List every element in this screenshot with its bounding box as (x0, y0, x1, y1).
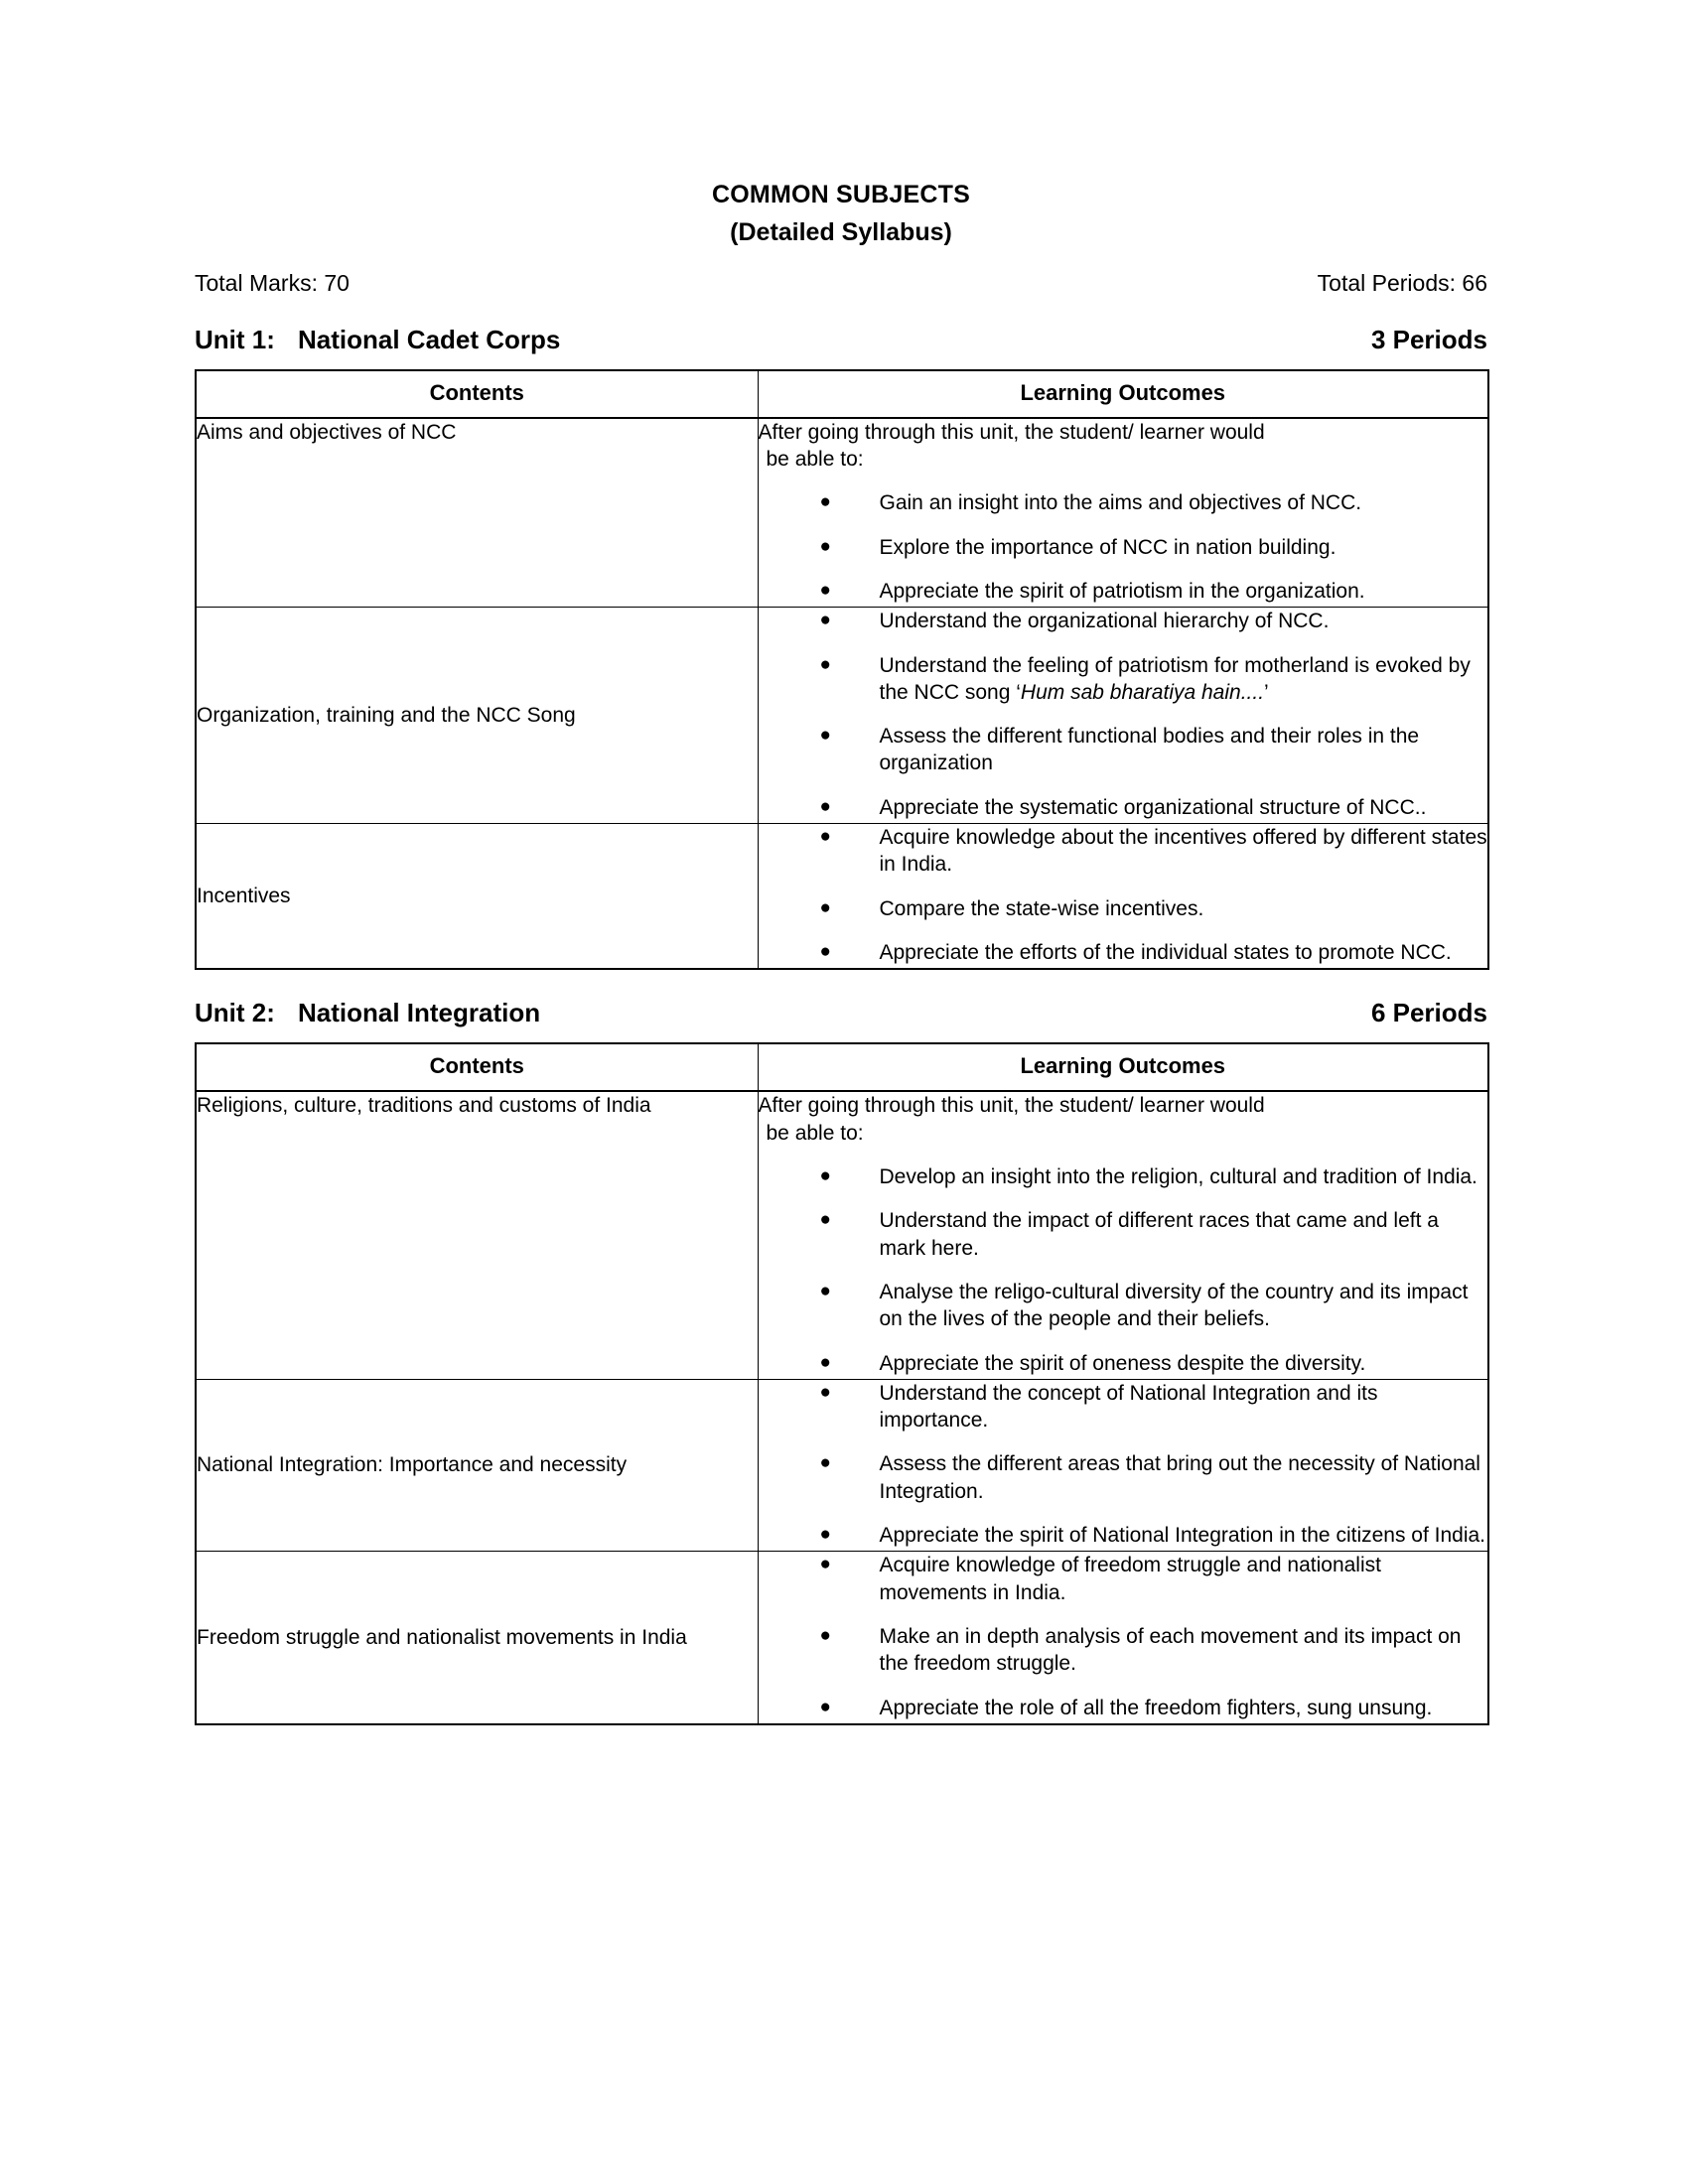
outcome-text: Make an in depth analysis of each movement and its impact on the freedom struggle. (879, 1624, 1462, 1676)
syllabus-table (195, 369, 1489, 971)
title-block (195, 179, 1487, 250)
lead-in-line-1: After going through this unit, the student/ learner would (758, 420, 1265, 444)
bullet-icon: ● (819, 826, 831, 848)
document-subtitle: (Detailed Syllabus) (730, 217, 952, 246)
outcome-text: Develop an insight into the religion, cultural and tradition of India. (879, 1165, 1477, 1189)
table-row (196, 608, 1488, 824)
outcome-item (759, 1522, 1488, 1549)
bullet-icon: ● (819, 1351, 831, 1373)
outcome-item (759, 1695, 1488, 1721)
unit-heading (195, 998, 1487, 1028)
document-body (195, 179, 1487, 1725)
outcome-text: Acquire knowledge of freedom struggle and nationalist movements in India. (879, 1554, 1381, 1604)
outcome-text: Explore the importance of NCC in nation building. (879, 535, 1336, 559)
outcome-item (759, 652, 1488, 707)
outcome-item (759, 1623, 1488, 1678)
learning-outcomes-cell (758, 418, 1488, 608)
outcome-list (759, 1552, 1488, 1720)
unit-heading (195, 325, 1487, 355)
outcome-text: Appreciate the spirit of National Integration in the citizens of India. (879, 1524, 1486, 1548)
bullet-icon: ● (819, 535, 831, 557)
bullet-icon: ● (819, 1165, 831, 1187)
outcome-list (759, 1380, 1488, 1549)
outcome-item (759, 1350, 1488, 1377)
table-row (196, 824, 1488, 970)
outcome-list (759, 608, 1488, 821)
contents-cell: Organization, training and the NCC Song (196, 608, 758, 824)
outcome-item (759, 1207, 1488, 1262)
unit-number: Unit 2: (195, 998, 275, 1028)
total-periods: Total Periods: 66 (1317, 269, 1487, 296)
bullet-icon: ● (819, 1452, 831, 1474)
outcomes-lead-in (759, 1092, 1488, 1148)
learning-outcomes-cell (758, 1091, 1488, 1379)
bullet-icon: ● (819, 795, 831, 817)
outcome-item (759, 1552, 1488, 1606)
bullet-icon: ● (819, 725, 831, 747)
outcome-text: Compare the state-wise incentives. (879, 896, 1204, 920)
column-header-learning-outcomes: Learning Outcomes (758, 1043, 1488, 1091)
outcome-text: Understand the concept of National Integration and its importance. (879, 1381, 1378, 1433)
table-header-row (196, 370, 1488, 418)
outcome-item (759, 895, 1488, 922)
lead-in-line-2: be able to: (766, 1122, 864, 1146)
outcome-item (759, 939, 1488, 966)
contents-cell: National Integration: Importance and necessity (196, 1379, 758, 1551)
outcome-text: Assess the different areas that bring out the necessity of National Integration. (879, 1452, 1480, 1503)
outcome-text: Understand the impact of different races that came and left a mark here. (879, 1209, 1439, 1260)
bullet-icon: ● (819, 610, 831, 631)
outcome-list (759, 824, 1488, 966)
outcome-text: Acquire knowledge about the incentives offered by different states in India. (879, 826, 1487, 877)
contents-cell: Incentives (196, 824, 758, 970)
document-title: COMMON SUBJECTS (712, 181, 970, 208)
bullet-icon: ● (819, 491, 831, 513)
outcome-text: Appreciate the spirit of oneness despite the diversity. (879, 1351, 1366, 1375)
unit-number: Unit 1: (195, 324, 275, 354)
bullet-icon: ● (819, 579, 831, 601)
contents-cell: Aims and objectives of NCC (196, 418, 758, 608)
bullet-icon: ● (819, 653, 831, 675)
unit-heading-left (195, 998, 540, 1028)
column-header-contents: Contents (196, 1043, 758, 1091)
learning-outcomes-cell (758, 608, 1488, 824)
unit-periods: 3 Periods (1370, 324, 1487, 354)
outcome-text: Gain an insight into the aims and objectives of NCC. (879, 491, 1362, 515)
learning-outcomes-cell (758, 1552, 1488, 1724)
outcome-item (759, 489, 1488, 516)
table-row (196, 1552, 1488, 1724)
outcome-item (759, 723, 1488, 777)
outcome-item (759, 1279, 1488, 1333)
syllabus-table (195, 1042, 1489, 1725)
table-header-row (196, 1043, 1488, 1091)
contents-cell: Freedom struggle and nationalist movements in India (196, 1552, 758, 1724)
bullet-icon: ● (819, 1624, 831, 1646)
outcome-text: Analyse the religo-cultural diversity of the country and its impact on the lives of the people and their beliefs. (879, 1280, 1469, 1331)
units-container (195, 325, 1487, 1725)
bullet-icon: ● (819, 1524, 831, 1546)
outcomes-lead-in (759, 419, 1488, 475)
learning-outcomes-cell (758, 824, 1488, 970)
marks-periods-row (195, 270, 1487, 297)
bullet-icon: ● (819, 1696, 831, 1717)
learning-outcomes-cell (758, 1379, 1488, 1551)
outcome-list (759, 489, 1488, 605)
outcome-text: Appreciate the efforts of the individual states to promote NCC. (879, 940, 1452, 964)
outcome-list (759, 1163, 1488, 1377)
outcome-text: Appreciate the spirit of patriotism in the organization. (879, 579, 1365, 603)
outcome-item (759, 1450, 1488, 1505)
table-row (196, 1091, 1488, 1379)
bullet-icon: ● (819, 1280, 831, 1301)
table-row (196, 418, 1488, 608)
column-header-contents: Contents (196, 370, 758, 418)
lead-in-line-1: After going through this unit, the student/ learner would (758, 1094, 1265, 1118)
bullet-icon: ● (819, 896, 831, 918)
outcome-item (759, 578, 1488, 605)
bullet-icon: ● (819, 1381, 831, 1403)
total-marks: Total Marks: 70 (195, 269, 350, 296)
outcome-item (759, 534, 1488, 561)
unit-heading-left (195, 325, 560, 355)
outcome-text: Appreciate the systematic organizational structure of NCC.. (879, 795, 1427, 819)
outcome-text: Understand the feeling of patriotism for motherland is evoked by the NCC song ‘Hum sab bharatiya hain....’ (879, 653, 1471, 704)
outcome-text: Understand the organizational hierarchy of NCC. (879, 610, 1330, 633)
unit-title: National Cadet Corps (298, 324, 561, 354)
song-title-italic: Hum sab bharatiya hain.... (1020, 680, 1265, 704)
outcome-item (759, 608, 1488, 634)
bullet-icon: ● (819, 1554, 831, 1575)
bullet-icon: ● (819, 1209, 831, 1231)
contents-cell: Religions, culture, traditions and customs of India (196, 1091, 758, 1379)
outcome-item (759, 824, 1488, 879)
lead-in-line-2: be able to: (766, 448, 864, 472)
bullet-icon: ● (819, 940, 831, 962)
outcome-item (759, 1163, 1488, 1190)
outcome-item (759, 1380, 1488, 1434)
column-header-learning-outcomes: Learning Outcomes (758, 370, 1488, 418)
unit-periods: 6 Periods (1370, 998, 1487, 1028)
outcome-item (759, 794, 1488, 821)
outcome-text: Appreciate the role of all the freedom fighters, sung unsung. (879, 1696, 1433, 1719)
unit-title: National Integration (298, 998, 541, 1028)
table-row (196, 1379, 1488, 1551)
outcome-text: Assess the different functional bodies and their roles in the organization (879, 725, 1420, 775)
